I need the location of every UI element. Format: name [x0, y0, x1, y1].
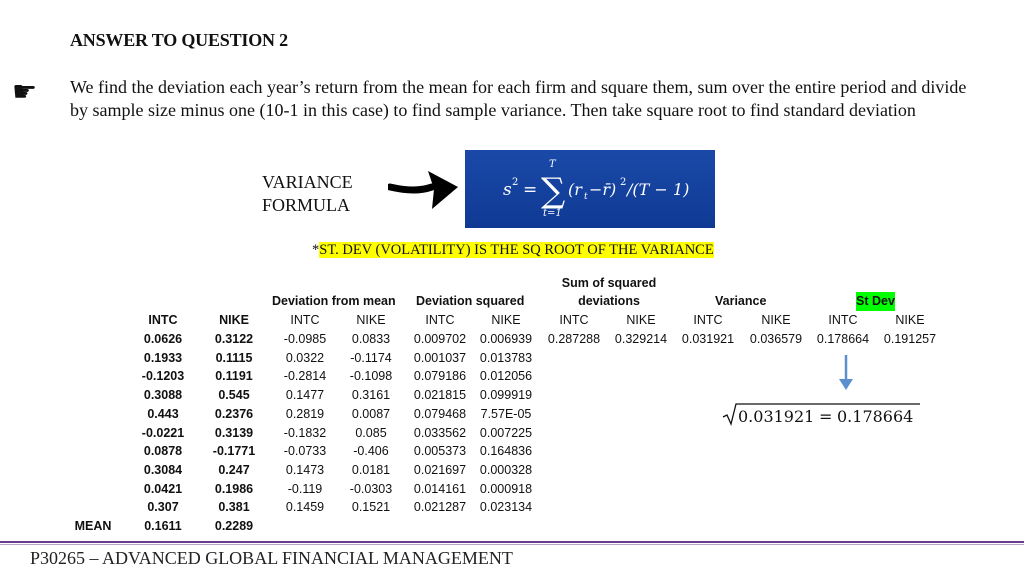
table-row-sq-intc: 0.009702: [413, 332, 467, 346]
col-header-sq-intc: INTC: [425, 313, 455, 327]
table-row-intc-return: 0.0626: [143, 332, 183, 346]
col-header-var-nike: NIKE: [761, 313, 791, 327]
col-header-intc: INTC: [148, 313, 178, 327]
col-header-sum-nike: NIKE: [626, 313, 656, 327]
sqrt-equation-radicand: 0.031921: [738, 407, 815, 426]
table-row-nike-return: 0.1191: [215, 369, 253, 383]
variance-formula-label: [262, 171, 353, 217]
down-arrow-icon: [836, 355, 856, 391]
table-row-nike-return: 0.545: [218, 388, 250, 402]
table-row-nike-return: 0.3122: [214, 332, 254, 346]
table-row-sq-intc: 0.021815: [413, 388, 467, 402]
table-row-nike-return: 0.247: [218, 463, 250, 477]
note-asterisk: *: [312, 242, 320, 258]
table-row-dev-intc: 0.2819: [285, 407, 325, 421]
st-dev-note: [312, 241, 714, 259]
table-row-dev-nike: 0.3161: [351, 388, 391, 402]
st-dev-intc: 0.178664: [816, 332, 870, 346]
variance-formula-graphic: [465, 150, 715, 228]
table-row-sq-nike: 0.013783: [479, 351, 533, 365]
table-row-dev-intc: 0.1459: [285, 500, 325, 514]
table-row-dev-nike: -0.406: [353, 444, 389, 458]
svg-text:2: 2: [512, 177, 519, 188]
col-header-var-intc: INTC: [693, 313, 723, 327]
svg-text:t: t: [584, 192, 588, 202]
variance-nike: 0.036579: [749, 332, 803, 346]
table-row-nike-return: 0.1986: [214, 482, 254, 496]
explanation-paragraph: We find the deviation each year’s return from the mean for each firm and square them, sum over the entire period and divide by sample size minus one (10-1 in this case) to find sample variance. Then take square root to find standard deviation: [70, 77, 967, 120]
table-row-dev-intc: 0.1477: [285, 388, 325, 402]
col-header-sd-intc: INTC: [828, 313, 858, 327]
svg-text:=: =: [523, 180, 538, 200]
slide-title: ANSWER TO QUESTION 2: [70, 30, 288, 50]
table-row-dev-nike: 0.0087: [351, 407, 391, 421]
table-row-sq-nike: 0.007225: [479, 426, 533, 440]
table-row-intc-return: -0.0221: [141, 426, 185, 440]
table-row-sq-nike: 0.000328: [479, 463, 533, 477]
note-highlighted-text: ST. DEV (VOLATILITY) IS THE SQ ROOT OF THE VARIANCE: [319, 242, 714, 258]
st-dev-nike: 0.191257: [883, 332, 937, 346]
footer-divider-light: [0, 544, 1024, 545]
table-row-sq-intc: 0.079186: [413, 369, 467, 383]
table-row-sq-nike: 0.012056: [479, 369, 533, 383]
table-row-dev-intc: -0.0733: [283, 444, 327, 458]
table-row-intc-return: -0.1203: [141, 369, 185, 383]
table-row-dev-nike: 0.0833: [351, 332, 391, 346]
svg-text:/(T − 1): /(T − 1): [627, 180, 690, 199]
table-row-sq-intc: 0.079468: [413, 407, 467, 421]
header-deviation-squared: Deviation squared: [416, 294, 525, 308]
footer-divider: [0, 541, 1024, 543]
table-row-dev-nike: -0.1174: [350, 351, 392, 365]
svg-text:∑: ∑: [541, 171, 566, 211]
header-variance: Variance: [715, 294, 767, 308]
table-row-sq-intc: 0.033562: [413, 426, 467, 440]
table-row-sq-nike: 0.099919: [479, 388, 533, 402]
table-row-dev-nike: 0.085: [355, 426, 387, 440]
mean-label: MEAN: [74, 519, 112, 533]
col-header-sq-nike: NIKE: [491, 313, 521, 327]
svg-text:t=1: t=1: [543, 208, 562, 219]
sum-sq-intc: 0.287288: [547, 332, 601, 346]
svg-text:T: T: [549, 159, 556, 170]
table-row-nike-return: 0.381: [218, 500, 250, 514]
variance-intc: 0.031921: [681, 332, 735, 346]
table-row-dev-nike: -0.1098: [349, 369, 393, 383]
col-header-dev-intc: INTC: [290, 313, 320, 327]
table-row-dev-intc: -0.2814: [283, 369, 327, 383]
table-row-dev-intc: 0.1473: [285, 463, 325, 477]
col-header-dev-nike: NIKE: [356, 313, 386, 327]
svg-text:2: 2: [620, 177, 627, 188]
svg-text:−r̄): −r̄): [589, 180, 617, 199]
table-row-intc-return: 0.3088: [143, 388, 183, 402]
header-sum-squared-line2: deviations: [578, 294, 640, 308]
mean-nike: 0.2289: [214, 519, 254, 533]
table-row-sq-intc: 0.014161: [413, 482, 467, 496]
table-row-sq-intc: 0.001037: [413, 351, 467, 365]
sqrt-equation-equals: =: [819, 407, 833, 426]
table-row-intc-return: 0.0878: [143, 444, 183, 458]
header-st-dev: St Dev: [856, 292, 895, 311]
sqrt-equation-result: 0.178664: [837, 407, 914, 426]
table-row-intc-return: 0.443: [147, 407, 179, 421]
course-footer: P30265 – ADVANCED GLOBAL FINANCIAL MANAGEMENT: [30, 548, 513, 568]
table-row-dev-intc: -0.0985: [283, 332, 327, 346]
header-sum-squared-line1: Sum of squared: [561, 276, 657, 290]
col-header-sum-intc: INTC: [559, 313, 589, 327]
table-row-sq-intc: 0.021697: [413, 463, 467, 477]
table-row-dev-nike: -0.0303: [349, 482, 393, 496]
table-row-intc-return: 0.0421: [143, 482, 183, 496]
header-deviation-from-mean: Deviation from mean: [272, 294, 396, 308]
table-row-intc-return: 0.1933: [143, 351, 183, 365]
table-row-dev-intc: -0.1832: [283, 426, 327, 440]
table-row-sq-intc: 0.021287: [413, 500, 467, 514]
variance-label-line2: FORMULA: [262, 195, 351, 215]
table-row-dev-intc: -0.119: [287, 482, 323, 496]
sum-sq-nike: 0.329214: [614, 332, 668, 346]
table-row-nike-return: 0.1115: [215, 351, 253, 365]
sqrt-equation: [722, 402, 922, 428]
table-row-intc-return: 0.3084: [143, 463, 183, 477]
svg-text:(r: (r: [568, 180, 582, 199]
table-row-sq-intc: 0.005373: [413, 444, 467, 458]
variance-formula-image: [465, 150, 715, 228]
svg-text:s: s: [503, 180, 512, 200]
table-row-nike-return: 0.2376: [214, 407, 254, 421]
table-row-dev-nike: 0.1521: [351, 500, 391, 514]
table-row-sq-nike: 0.164836: [479, 444, 533, 458]
table-row-sq-nike: 0.000918: [479, 482, 533, 496]
table-row-intc-return: 0.307: [147, 500, 179, 514]
table-row-dev-nike: 0.0181: [351, 463, 391, 477]
table-row-sq-nike: 0.006939: [479, 332, 533, 346]
col-header-nike: NIKE: [219, 313, 249, 327]
table-row-sq-nike: 7.57E-05: [480, 407, 532, 421]
table-row-sq-nike: 0.023134: [479, 500, 533, 514]
right-arrow-icon: [388, 165, 460, 213]
table-row-dev-intc: 0.0322: [285, 351, 325, 365]
table-row-nike-return: 0.3139: [214, 426, 254, 440]
variance-label-line1: VARIANCE: [262, 172, 353, 192]
col-header-sd-nike: NIKE: [895, 313, 925, 327]
pointing-hand-icon: ☛: [12, 75, 38, 108]
table-row-nike-return: -0.1771: [212, 444, 256, 458]
mean-intc: 0.1611: [144, 519, 182, 533]
